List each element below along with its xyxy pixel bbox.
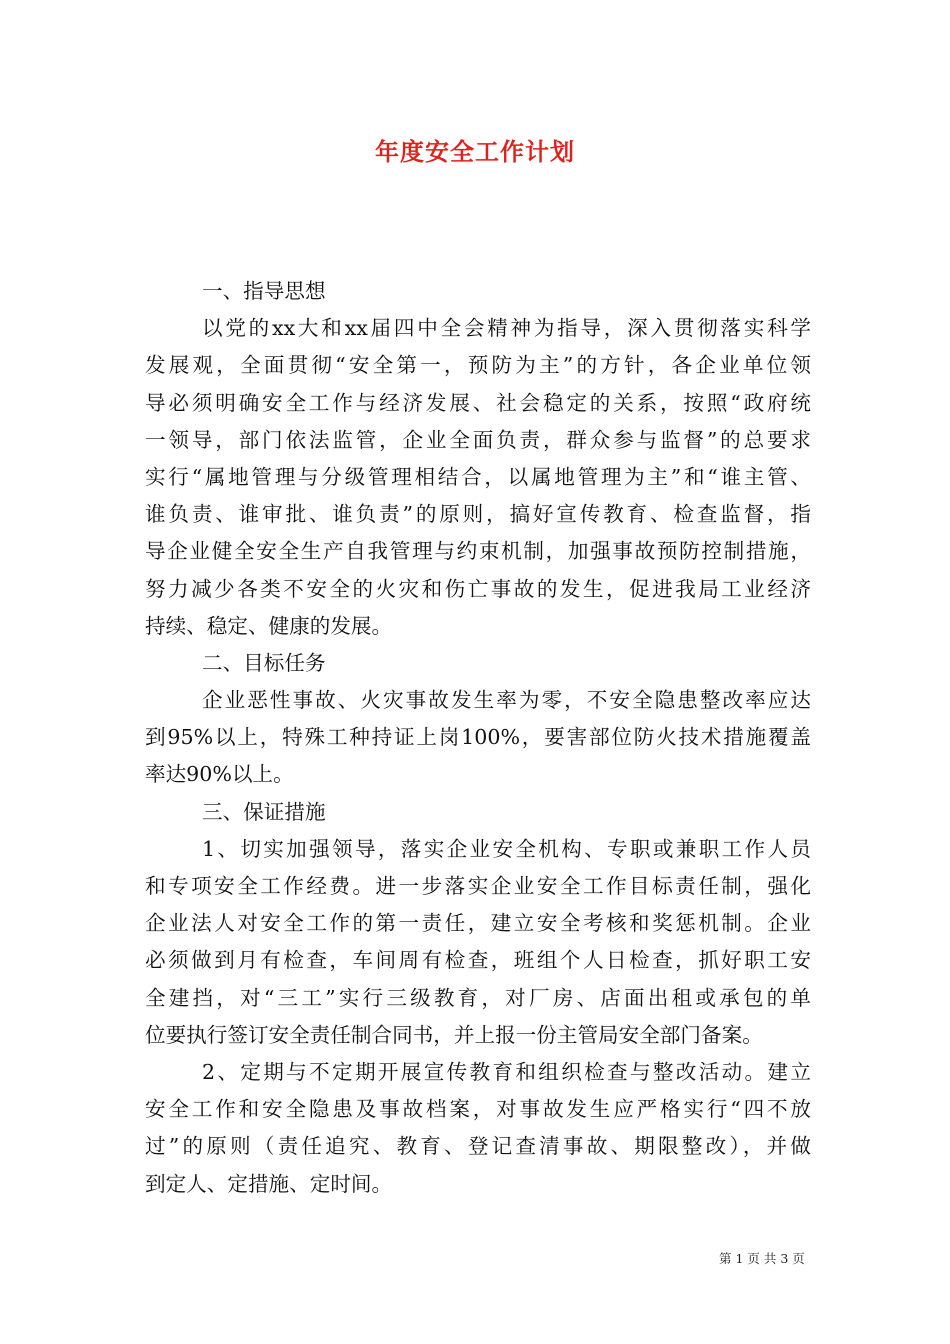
text-line: 率达90%以上。 <box>145 762 294 787</box>
text-line: 三、保证措施 <box>202 799 326 824</box>
text-line: 发展观，全面贯彻“安全第一，预防为主”的方针，各企业单位领 <box>145 353 811 378</box>
text-line: 持续、稳定、健康的发展。 <box>145 613 393 638</box>
text-line: 导必须明确安全工作与经济发展、社会稳定的关系，按照“政府统 <box>145 390 811 415</box>
text-line: 以党的xx大和xx届四中全会精神为指导，深入贯彻落实科学 <box>202 316 811 341</box>
paragraph <box>145 1054 811 1203</box>
text-line: 努力减少各类不安全的火灾和伤亡事故的发生，促进我局工业经济 <box>145 576 811 601</box>
text-line: 一领导，部门依法监管，企业全面负责，群众参与监督”的总要求 <box>145 427 811 452</box>
paragraph <box>145 831 811 1054</box>
text-line: 到95%以上，特殊工种持证上岗100%，要害部位防火技术措施覆盖 <box>145 725 811 750</box>
text-line: 和专项安全工作经费。进一步落实企业安全工作目标责任制，强化 <box>145 874 811 898</box>
section-heading <box>145 645 811 682</box>
text-line: 位要执行签订安全责任制合同书，并上报一份主管局安全部门备案。 <box>145 1022 763 1047</box>
text-line: 一、指导思想 <box>202 279 326 303</box>
text-line: 谁负责、谁审批、谁负责”的原则，搞好宣传教育、检查监督，指 <box>145 502 811 527</box>
document-body <box>145 273 811 1203</box>
section-heading <box>145 273 811 310</box>
text-line: 2、定期与不定期开展宣传教育和组织检查与整改活动。建立 <box>202 1059 811 1084</box>
text-line: 1、切实加强领导，落实企业安全机构、专职或兼职工作人员 <box>202 836 811 861</box>
text-line: 实行“属地管理与分级管理相结合，以属地管理为主”和“谁主管、 <box>145 464 811 489</box>
text-line: 全建挡，对“三工”实行三级教育，对厂房、店面出租或承包的单 <box>145 985 811 1010</box>
text-line: 到定人、定措施、定时间。 <box>145 1171 393 1196</box>
paragraph <box>145 310 811 645</box>
page-number: 第 1 页 共 3 页 <box>719 1251 805 1266</box>
section-heading <box>145 794 811 831</box>
text-line: 安全工作和安全隐患及事故档案，对事故发生应严格实行“四不放 <box>145 1097 811 1122</box>
text-line: 企业恶性事故、火灾事故发生率为零，不安全隐患整改率应达 <box>202 688 811 713</box>
text-line: 企业法人对安全工作的第一责任，建立安全考核和奖惩机制。企业 <box>145 911 811 936</box>
paragraph <box>145 682 811 794</box>
text-line: 过”的原则（责任追究、教育、登记查清事故、期限整改），并做 <box>145 1134 811 1159</box>
text-line: 导企业健全安全生产自我管理与约束机制，加强事故预防控制措施， <box>145 539 811 564</box>
document-title: 年度安全工作计划 <box>375 137 575 166</box>
text-line: 必须做到月有检查，车间周有检查，班组个人日检查，抓好职工安 <box>145 948 811 973</box>
text-line: 二、目标任务 <box>202 650 326 675</box>
